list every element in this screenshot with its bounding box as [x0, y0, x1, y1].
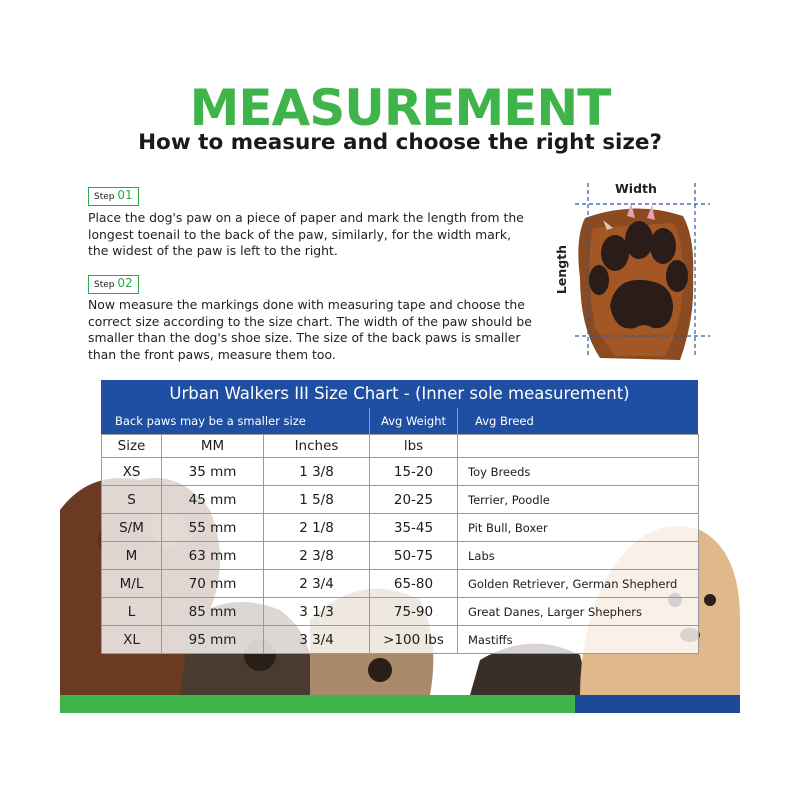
- avg-breed-label: Avg Breed: [475, 414, 534, 428]
- table-row: [102, 570, 699, 598]
- breed-cell: Mastiffs: [458, 626, 699, 654]
- table-row: [102, 486, 699, 514]
- step-01-badge: [88, 187, 139, 206]
- footer-band-green: [60, 695, 575, 713]
- size-chart-subheader: [101, 408, 698, 434]
- size-cell: M/L: [102, 570, 162, 598]
- footer-band-blue: [575, 695, 740, 713]
- inches-cell: 2 3/4: [264, 570, 370, 598]
- size-cell: S: [102, 486, 162, 514]
- weight-cell: 35-45: [370, 514, 458, 542]
- step-01-prefix: Step: [94, 192, 118, 202]
- weight-cell: 15-20: [370, 458, 458, 486]
- mm-cell: 85 mm: [162, 598, 264, 626]
- inches-cell: 2 1/8: [264, 514, 370, 542]
- breed-cell: Pit Bull, Boxer: [458, 514, 699, 542]
- width-label: Width: [615, 181, 657, 196]
- weight-cell: 20-25: [370, 486, 458, 514]
- table-row: [102, 542, 699, 570]
- size-chart-table: [101, 434, 699, 654]
- mm-cell: 95 mm: [162, 626, 264, 654]
- breed-cell: Labs: [458, 542, 699, 570]
- paw-illustration: [555, 178, 715, 368]
- column-header: Inches: [264, 435, 370, 458]
- weight-cell: >100 lbs: [370, 626, 458, 654]
- step-02-text: Now measure the markings done with measuring tape and choose the correct size according to the size chart. The width of the paw should be smaller than the dog's shoe size. The size of the back paws is smaller than the front paws, measure them too.: [88, 297, 532, 362]
- step-01-number: 01: [117, 188, 133, 202]
- table-row: [102, 626, 699, 654]
- size-cell: M: [102, 542, 162, 570]
- column-header: MM: [162, 435, 264, 458]
- inches-cell: 2 3/8: [264, 542, 370, 570]
- breed-cell: Golden Retriever, German Shepherd: [458, 570, 699, 598]
- mm-cell: 35 mm: [162, 458, 264, 486]
- breed-cell: Toy Breeds: [458, 458, 699, 486]
- size-cell: XL: [102, 626, 162, 654]
- weight-cell: 75-90: [370, 598, 458, 626]
- size-cell: S/M: [102, 514, 162, 542]
- back-paws-note: Back paws may be a smaller size: [115, 414, 306, 428]
- table-row: [102, 598, 699, 626]
- breed-cell: Great Danes, Larger Shephers: [458, 598, 699, 626]
- table-header-row: [102, 435, 699, 458]
- mm-cell: 55 mm: [162, 514, 264, 542]
- column-header: lbs: [370, 435, 458, 458]
- column-header: Size: [102, 435, 162, 458]
- mm-cell: 63 mm: [162, 542, 264, 570]
- size-cell: L: [102, 598, 162, 626]
- inches-cell: 1 3/8: [264, 458, 370, 486]
- step-02-prefix: Step: [94, 280, 118, 290]
- inches-cell: 3 1/3: [264, 598, 370, 626]
- step-01-text: Place the dog's paw on a piece of paper and mark the length from the longest toenail to the back of the paw, similarly, for the width mark, the widest of the paw is left to the right.: [88, 210, 524, 259]
- paw-diagram: [555, 178, 715, 368]
- mm-cell: 70 mm: [162, 570, 264, 598]
- size-chart-title: Urban Walkers III Size Chart - (Inner sole measurement): [101, 380, 698, 408]
- page-title: MEASUREMENT: [189, 79, 611, 137]
- step-02-number: 02: [117, 276, 133, 290]
- table-row: [102, 458, 699, 486]
- avg-weight-label: Avg Weight: [381, 414, 447, 428]
- breed-cell: Terrier, Poodle: [458, 486, 699, 514]
- subheader-divider: [457, 408, 458, 434]
- step-02-badge: [88, 275, 139, 294]
- column-header: [458, 435, 699, 458]
- size-cell: XS: [102, 458, 162, 486]
- subheader-divider: [369, 408, 370, 434]
- length-label: Length: [554, 244, 570, 295]
- table-row: [102, 514, 699, 542]
- weight-cell: 50-75: [370, 542, 458, 570]
- page-subtitle: How to measure and choose the right size?: [138, 130, 662, 155]
- mm-cell: 45 mm: [162, 486, 264, 514]
- inches-cell: 3 3/4: [264, 626, 370, 654]
- weight-cell: 65-80: [370, 570, 458, 598]
- inches-cell: 1 5/8: [264, 486, 370, 514]
